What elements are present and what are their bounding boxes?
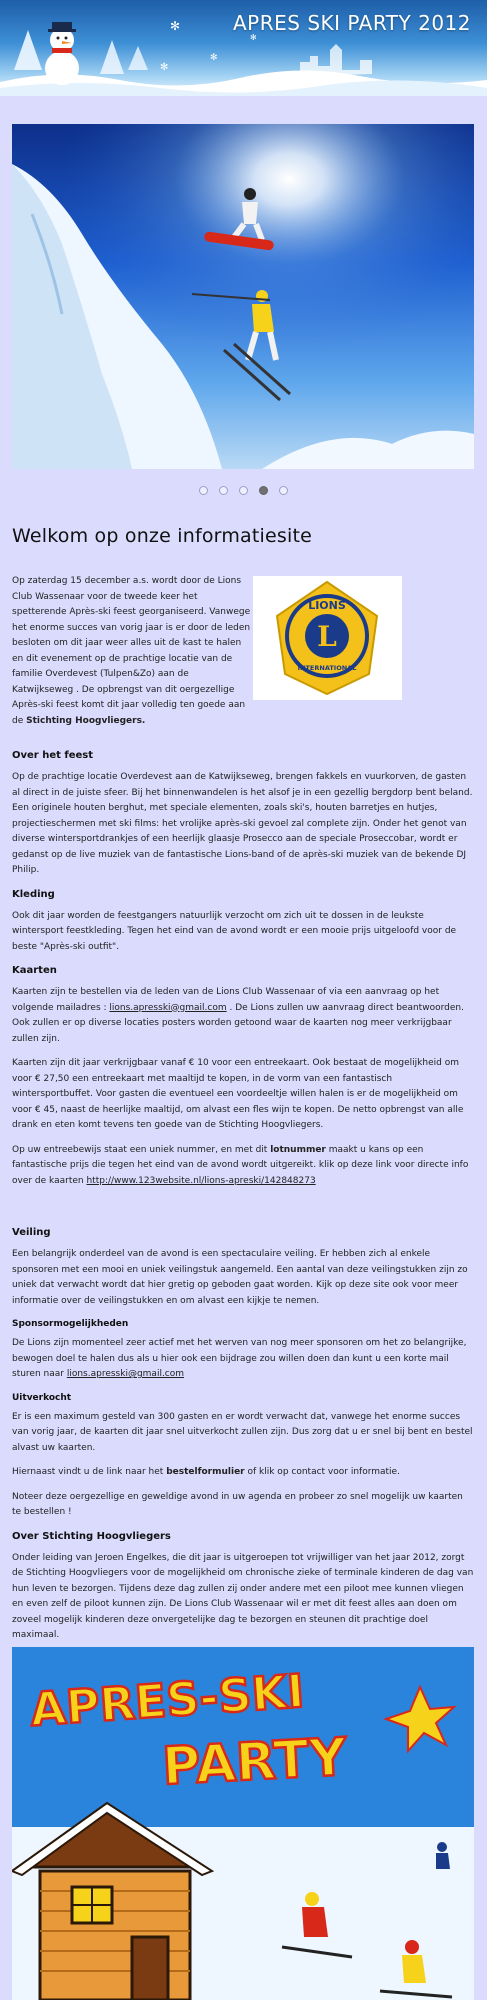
slider-dot-4[interactable] [259, 486, 268, 495]
lions-logo [253, 576, 402, 700]
snowboard-ski-photo [12, 124, 474, 469]
svg-text:✻: ✻ [170, 19, 181, 33]
kaarten-email-link[interactable]: lions.apresski@gmail.com [109, 1002, 227, 1013]
poster-title-line2: PARTY [160, 1727, 349, 1798]
sponsor-email-link[interactable]: lions.apresski@gmail.com [66, 1369, 185, 1379]
section-title-hoogvliegers: Over Stichting Hoogvliegers [12, 1530, 171, 1542]
poster-title-line1: APRES-SKI [28, 1663, 306, 1737]
section-title-veiling: Veiling [12, 1227, 51, 1238]
apres-ski-poster [12, 1647, 474, 2000]
bestel-text-a: Hiernaast vindt u de link naar het [12, 1467, 167, 1477]
intro-text: Op zaterdag 15 december a.s. wordt door de Lions Club Wassenaar voor de tweede keer het spetterende Après-ski feest georganiseerd. Vanwege het enorme succes van vorig jaar is er door de leden besloten om dit jaar weer alles uit de kast te halen en dit evenement op de prachtige locatie van de familie Overdevest (Tulpen&Zo) aan de Katwijkseweg . De opbrengst van dit oergezellige Après-ski feest komt dit jaar volledig ten goede aan de [12, 576, 251, 726]
bestel-paragraph [12, 1465, 474, 1481]
kaarten-p3-text-b: maakt u kans op een fantastische prijs die tegen het eind van de avond wordt uitgereikt. klik op deze link voor directe info over de kaarten [12, 1144, 469, 1186]
slider-dot-2[interactable] [219, 486, 228, 495]
intro-block [12, 574, 474, 751]
lotnummer-bold: lotnummer [270, 1144, 326, 1155]
hero-slider-image[interactable] [12, 124, 474, 469]
logo-subword: INTERNATIONAL [297, 664, 357, 672]
site-header [0, 0, 487, 96]
kaarten-text-a: Kaarten zijn te bestellen via de leden van de Lions Club Wassenaar of via een aanvraag op het volgende mailadres : [12, 987, 440, 1013]
logo-word: LIONS [308, 599, 346, 612]
bestelformulier-bold: bestelformulier [166, 1467, 245, 1477]
bestel-text-b: of klik op contact voor informatie. [244, 1467, 400, 1477]
kaarten-p3-text-a: Op uw entreebewijs staat een uniek nummer, en met dit [12, 1144, 271, 1155]
slider-pagination [0, 480, 487, 499]
uitverkocht-text: Er is een maximum gesteld van 300 gasten en er wordt verwacht dat, vanwege het enorme succes van vorig jaar, de kaarten dit jaar snel uitverkocht zullen zijn. Dus zorg dat u er snel bij bent en bestel alvast uw kaarten. [12, 1411, 473, 1453]
main-content [12, 525, 474, 1644]
kaarten-paragraph-3 [12, 1143, 474, 1190]
feest-text: Op de prachtige locatie Overdevest aan de Katwijkseweg, brengen fakkels en vuurkorven, de gasten al direct in de juiste sfeer. Bij het binnenwandelen is het alsof je in een gezellig bergdorp bent beland. Een originele houten berghut, met speciale elementen, zoals ski's, houten barretjes en hutjes, projectieschermen met ski films: het vrolijke après-ski gevoel zal complete zijn. Onder het genot van diverse wintersportdrankjes of een heerlijk glaasje Prosecco aan de speciale Proseccobar, wordt er gedanst op de live muziek van de fantastische Lions-band of de après-ski muziek van de bekende DJ Philip. [12, 772, 473, 875]
svg-text:✻: ✻ [160, 62, 169, 73]
site-title: APRES SKI PARTY 2012 [233, 11, 471, 35]
intro-bold: Stichting Hoogvliegers. [26, 715, 146, 726]
kaarten-paragraph-2: Kaarten zijn dit jaar verkrijgbaar vanaf € 10 voor een entreekaart. Ook bestaat de mogelijkheid om voor € 27,50 een entreekaart met maaltijd te kopen, in de vorm van een fantastisch wintersportbuffet. Voor gasten die eventueel een voordeeltje willen halen is er de mogelijkheid om voor € 45, naast de heerlijke maaltijd, om alvast een fles wijn te kopen. De netto opbrengst van alle drank en eten komt tevens ten goede van de Stichting Hoogvliegers. [12, 1058, 464, 1130]
kaarten-info-link[interactable]: http://www.123website.nl/lions-apreski/142848273 [86, 1175, 316, 1186]
kleding-text: Ook dit jaar worden de feestgangers natuurlijk verzocht om zich uit te dossen in de leukste wintersport feestkleding. Tegen het eind van de avond wordt er een mooie prijs uitgeloofd voor de beste "Après-ski outfit". [12, 910, 457, 952]
hoogvliegers-text: Onder leiding van Jeroen Engelkes, die dit jaar is uitgeroepen tot vrijwilliger van het jaar 2012, zorgt de Stichting Hoogvliegers voor de mogelijkheid om chronische zieke of terminale kinderen de dag van hun leven te bezorgen. Tijdens deze dag zullen zij onder andere met een piloot mee kunnen vliegen en even zelf de piloot kunnen zijn. De Lions Club Wassenaar wil er met dit feest alles aan doen om zoveel mogelijk kinderen deze onvergetelijke dag te bezorgen en steunen dit prachtige doel maximaal. [12, 1552, 474, 1640]
slider-dot-5[interactable] [279, 486, 288, 495]
slider-dot-1[interactable] [199, 486, 208, 495]
svg-text:L: L [317, 620, 337, 653]
sponsor-text: De Lions zijn momenteel zeer actief met het werven van nog meer sponsoren om het zo belangrijke, bewogen doel te halen dus als u hier ook een bijdrage zou willen doen dan kunt u een korte mail sturen naar [12, 1338, 467, 1379]
kaarten-text-b: . De Lions zullen uw aanvraag direct beantwoorden. Ook zullen er op diverse locaties posters worden getoond waar de kaarten nog meer verkrijgbaar zullen zijn. [12, 1002, 464, 1044]
veiling-text: Een belangrijk onderdeel van de avond is een spectaculaire veiling. Er hebben zich al enkele sponsoren met een mooi en uniek veilingstuk aangemeld. Een aantal van deze veilingstukken zijn zo uniek dat verwacht wordt dat hier gretig op geboden gaat worden. Kijk op deze site ook voor meer informatie over de veilingstukken en om alvast een kijkje te nemen. [12, 1249, 468, 1306]
section-title-kaarten: Kaarten [12, 965, 57, 976]
svg-text:✻: ✻ [210, 53, 218, 63]
poster-illustration [12, 1647, 474, 2000]
svg-text:✻: ✻ [250, 33, 257, 42]
page-heading: Welkom op onze informatiesite [12, 525, 313, 547]
intro-paragraph [12, 574, 252, 729]
section-title-sponsor: Sponsormogelijkheden [12, 1319, 129, 1329]
lions-emblem-icon [253, 576, 402, 700]
slider-dot-3[interactable] [239, 486, 248, 495]
section-title-uitverkocht: Uitverkocht [12, 1392, 72, 1403]
noteer-text: Noteer deze oergezellige en geweldige avond in uw agenda en probeer zo snel mogelijk uw kaarten te bestellen ! [12, 1491, 463, 1517]
sponsor-paragraph [12, 1336, 474, 1383]
section-title-feest: Over het feest [12, 750, 94, 761]
kaarten-paragraph-1 [12, 985, 474, 1047]
section-title-kleding: Kleding [12, 888, 55, 900]
